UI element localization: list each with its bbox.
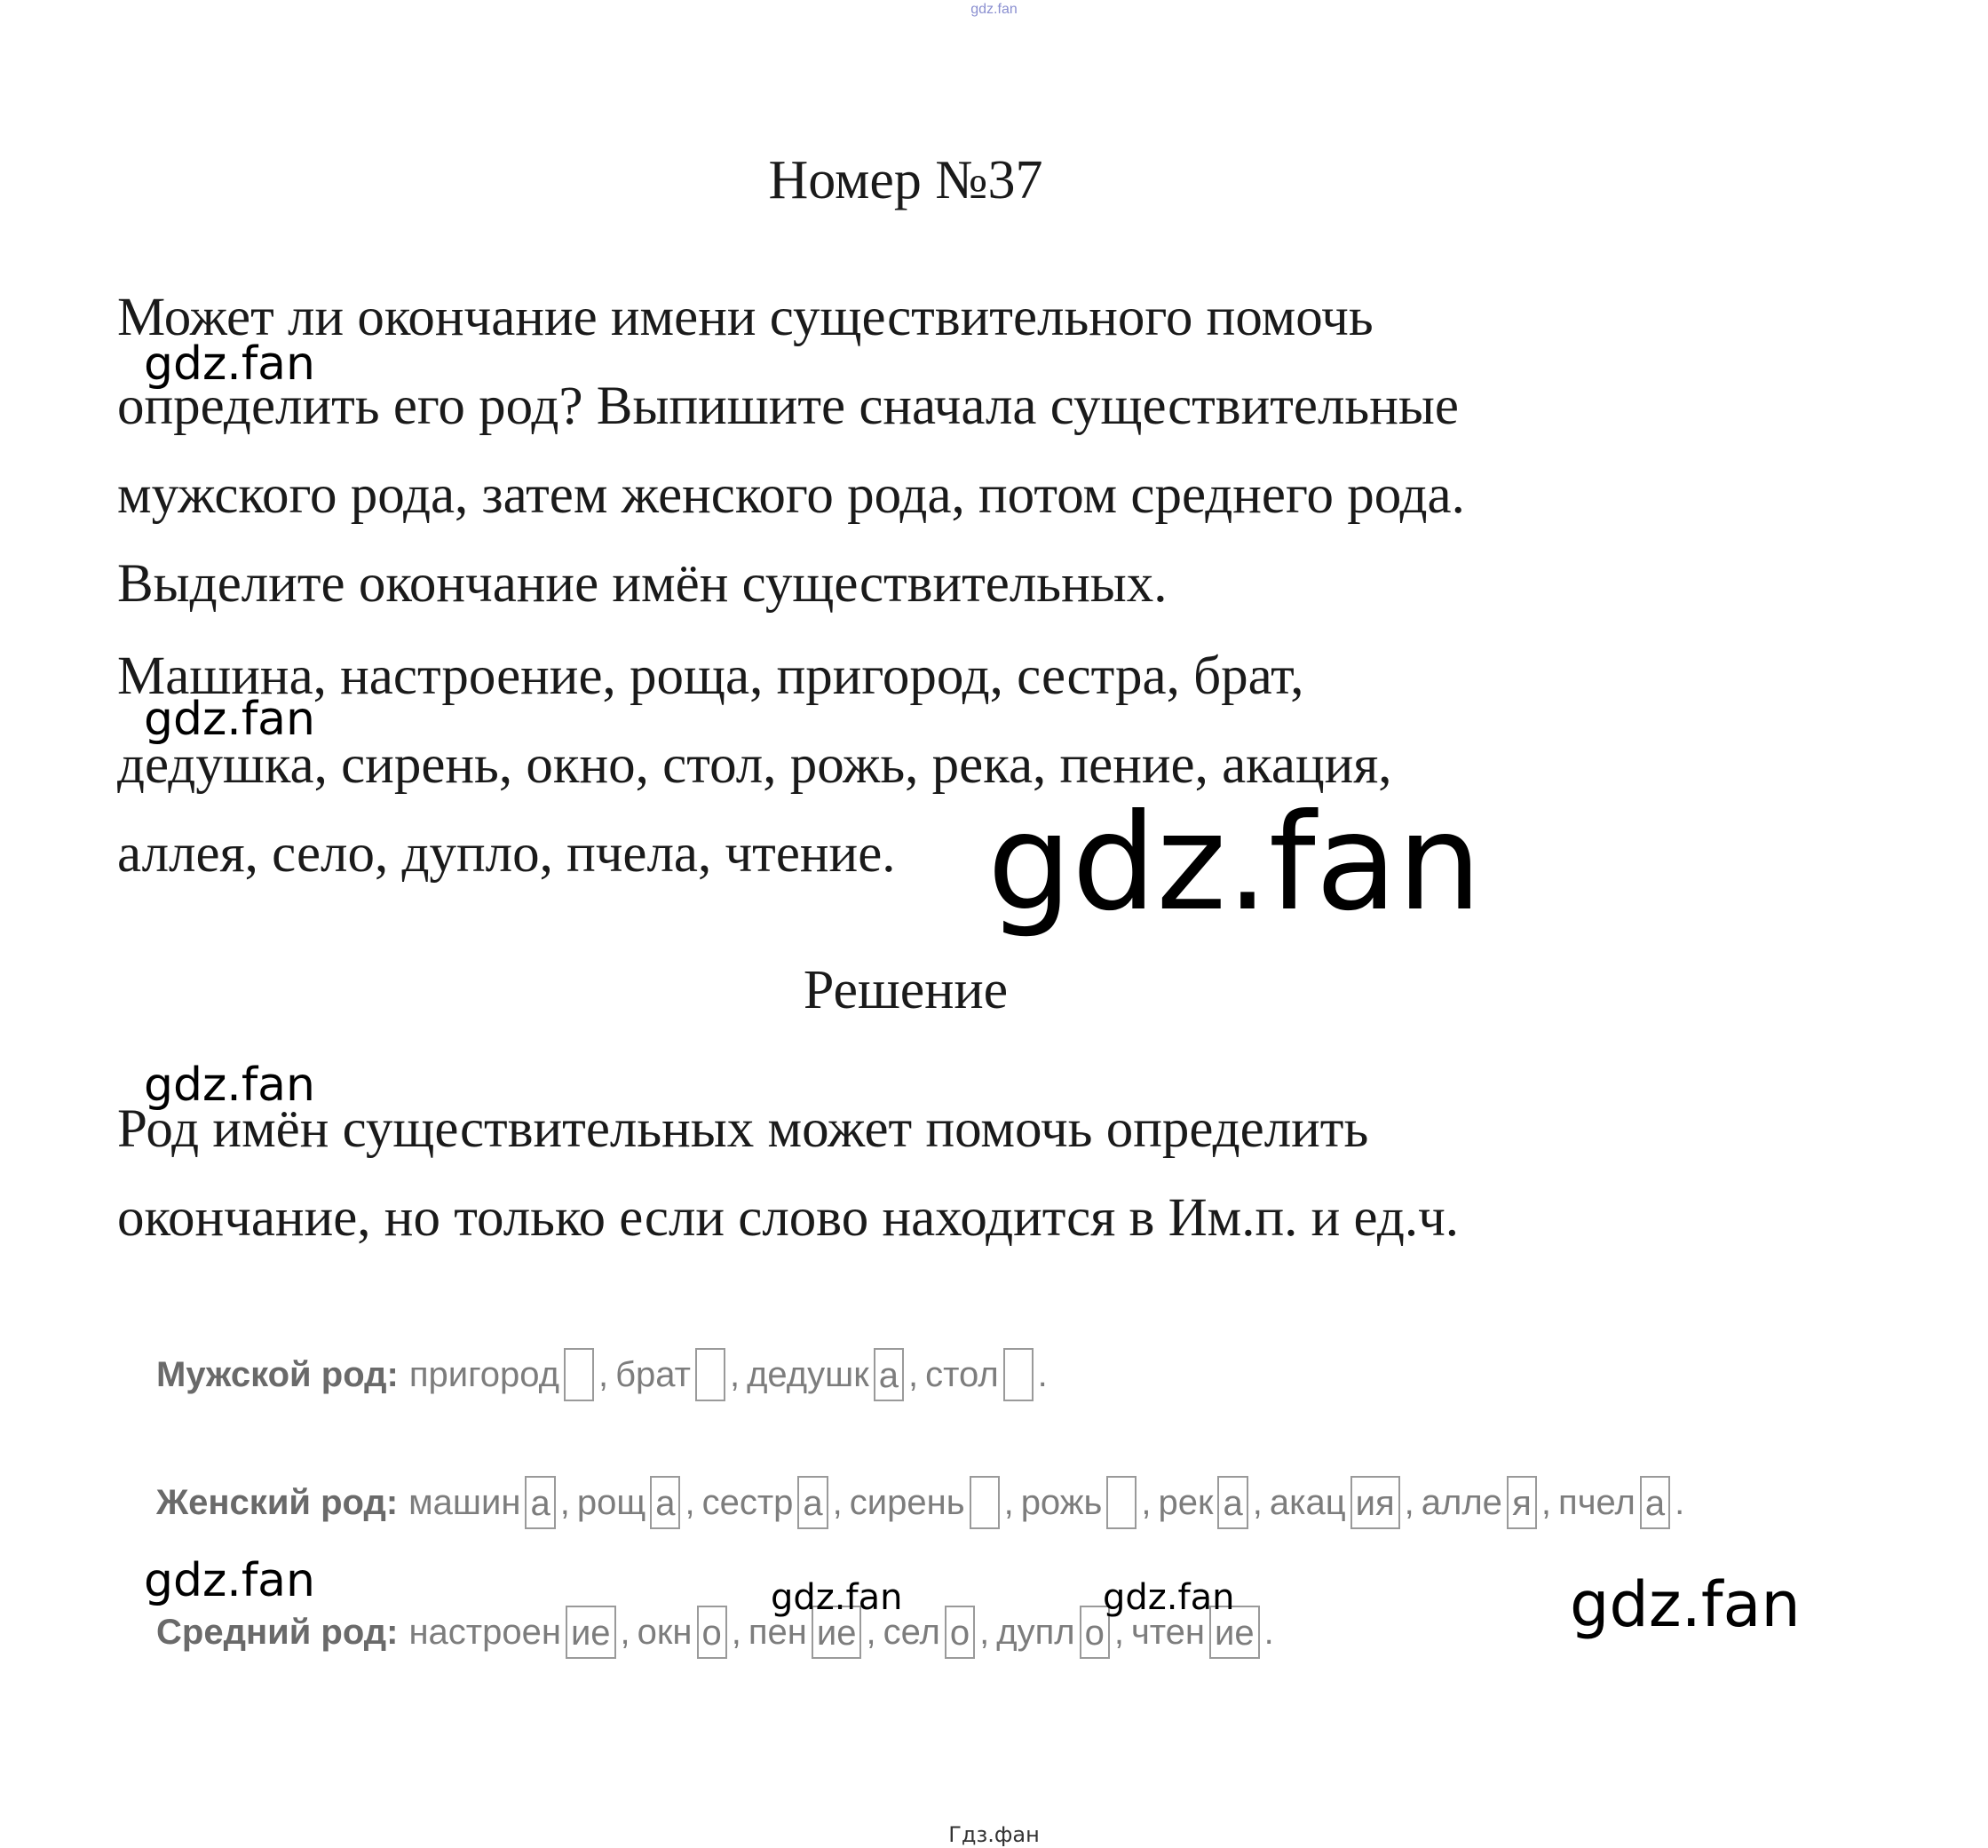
- ending-box: о: [1080, 1606, 1110, 1659]
- group-masculine: [156, 1348, 1055, 1401]
- word-stem: окн: [637, 1612, 693, 1652]
- word-stem: пен: [748, 1612, 807, 1652]
- separator: ,: [832, 1482, 843, 1522]
- ending-box: ия: [1350, 1476, 1400, 1529]
- ending-box: а: [1217, 1476, 1247, 1529]
- ending-box: ие: [1209, 1606, 1260, 1659]
- watermark: gdz.fan: [1103, 1577, 1235, 1618]
- word-stem: чтен: [1130, 1612, 1206, 1652]
- watermark: gdz.fan: [144, 1554, 315, 1607]
- ending-box: а: [1640, 1476, 1670, 1529]
- group-label: Средний род:: [156, 1612, 399, 1652]
- watermark: gdz.fan: [144, 693, 315, 746]
- ending-box: ие: [566, 1606, 616, 1659]
- word-stem: дупл: [996, 1612, 1075, 1652]
- separator: ,: [729, 1354, 741, 1394]
- word-stem: алле: [1421, 1482, 1502, 1522]
- watermark: gdz.fan: [771, 1577, 903, 1618]
- word-stem: настроен: [408, 1612, 561, 1652]
- watermark: gdz.fan: [1570, 1568, 1801, 1641]
- task-line: Может ли окончание имени существительного помочь: [117, 288, 1374, 347]
- word-stem: брат: [615, 1354, 691, 1394]
- ending-box: а: [525, 1476, 555, 1529]
- ending-box: а: [874, 1348, 904, 1401]
- separator: ,: [1141, 1482, 1152, 1522]
- separator: ,: [979, 1612, 990, 1652]
- word-stem: машин: [408, 1482, 521, 1522]
- word-stem: пригород: [408, 1354, 559, 1394]
- top-watermark: gdz.fan: [970, 2, 1018, 17]
- ending-box: ие: [812, 1606, 862, 1659]
- separator: ,: [1252, 1482, 1263, 1522]
- ending-box: о: [945, 1606, 975, 1659]
- word-stem: сестр: [701, 1482, 794, 1522]
- word-stem: пчел: [1558, 1482, 1636, 1522]
- separator: ,: [1541, 1482, 1552, 1522]
- solution-line: окончание, но только если слово находится в Им.п. и ед.ч.: [117, 1188, 1460, 1248]
- ending-box: [970, 1476, 1000, 1529]
- word-stem: рожь: [1020, 1482, 1103, 1522]
- separator: ,: [559, 1482, 570, 1522]
- ending-box: а: [797, 1476, 828, 1529]
- separator: .: [1675, 1482, 1685, 1522]
- word-stem: акац: [1269, 1482, 1346, 1522]
- group-label: Женский род:: [156, 1482, 399, 1522]
- ending-box: а: [650, 1476, 680, 1529]
- watermark: gdz.fan: [144, 1059, 315, 1112]
- task-words-line: дедушка, сирень, окно, стол, рожь, река, пение, акация,: [117, 735, 1392, 795]
- word-stem: дедушк: [747, 1354, 869, 1394]
- word-stem: сел: [883, 1612, 940, 1652]
- task-words-line: аллея, село, дупло, пчела, чтение.: [117, 824, 896, 884]
- watermark: gdz.fan: [144, 337, 315, 391]
- page-title: Номер №37: [768, 150, 1043, 210]
- separator: ,: [866, 1612, 876, 1652]
- separator: ,: [731, 1612, 741, 1652]
- group-feminine: [156, 1476, 1691, 1529]
- ending-box: [1003, 1348, 1034, 1401]
- word-stem: рощ: [576, 1482, 646, 1522]
- ending-box: [1106, 1476, 1137, 1529]
- separator: ,: [620, 1612, 630, 1652]
- separator: ,: [685, 1482, 695, 1522]
- word-stem: рек: [1158, 1482, 1214, 1522]
- separator: ,: [1404, 1482, 1414, 1522]
- ending-box: о: [697, 1606, 727, 1659]
- separator: ,: [1113, 1612, 1124, 1652]
- separator: ,: [598, 1354, 609, 1394]
- footer-text: Гдз.фан: [948, 1822, 1040, 1847]
- watermark-large: gdz.fan: [987, 786, 1482, 940]
- ending-box: [695, 1348, 725, 1401]
- task-line: Выделите окончание имён существительных.: [117, 554, 1168, 614]
- group-label: Мужской род:: [156, 1354, 399, 1394]
- separator: ,: [1003, 1482, 1014, 1522]
- separator: .: [1263, 1612, 1274, 1652]
- word-stem: сирень: [849, 1482, 965, 1522]
- separator: ,: [907, 1354, 919, 1394]
- solution-text: [117, 1085, 1937, 1263]
- separator: .: [1037, 1354, 1048, 1394]
- solution-heading: Решение: [803, 960, 1009, 1020]
- ending-box: я: [1507, 1476, 1537, 1529]
- ending-box: [564, 1348, 594, 1401]
- task-line: определить его род? Выпишите сначала существительные: [117, 377, 1459, 436]
- task-text: [117, 274, 1937, 629]
- task-words-line: Машина, настроение, роща, пригород, сестра, брат,: [117, 646, 1304, 706]
- task-line: мужского рода, затем женского рода, потом среднего рода.: [117, 465, 1465, 525]
- solution-line: Род имён существительных может помочь определить: [117, 1099, 1369, 1159]
- word-stem: стол: [925, 1354, 999, 1394]
